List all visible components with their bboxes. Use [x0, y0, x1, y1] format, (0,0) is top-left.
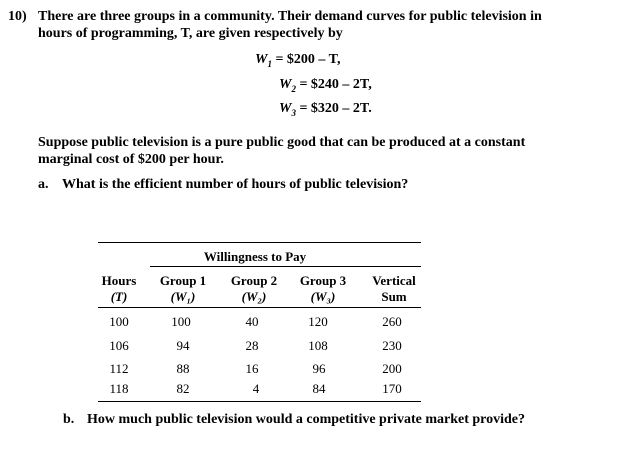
- cell-group1: 88: [176, 361, 190, 376]
- col-header-group3-sub: (W₃): [310, 289, 336, 304]
- cell-hours: 106: [109, 338, 129, 353]
- suppose-line-1: Suppose public television is a pure public good that can be produced at a constant: [38, 135, 526, 150]
- cell-sum: 200: [382, 361, 402, 376]
- col-header-hours-sub: (T): [110, 289, 128, 304]
- question-line-2: hours of programming, T, are given respectively by: [38, 26, 343, 41]
- table-header-bottom-rule: [98, 307, 421, 308]
- equation-1: $W_1$ = $200 – T,: [255, 52, 341, 69]
- cell-sum: 170: [382, 381, 402, 396]
- col-header-group1: Group 1: [159, 273, 207, 288]
- col-header-vertical: Vertical: [372, 273, 416, 288]
- cell-group3: 96: [312, 361, 326, 376]
- question-line-1: There are three groups in a community. Their demand curves for public television in: [38, 9, 542, 24]
- cell-sum: 230: [382, 338, 402, 353]
- equation-2: $W_2$ = $240 – 2T,: [279, 77, 372, 94]
- part-b-text: How much public television would a competitive private market provide?: [87, 412, 525, 427]
- suppose-line-2: marginal cost of $200 per hour.: [38, 152, 224, 167]
- table-super-header: Willingness to Pay: [203, 249, 307, 264]
- cell-group3: 120: [308, 314, 328, 329]
- table-top-rule: [98, 242, 421, 243]
- part-a-label: a.: [38, 177, 49, 192]
- col-header-group1-sub: (W₁): [170, 289, 196, 304]
- part-a-text: What is the efficient number of hours of public television?: [62, 177, 409, 192]
- col-header-group2: Group 2: [230, 273, 278, 288]
- cell-group3: 108: [308, 338, 328, 353]
- cell-group1: 94: [176, 338, 190, 353]
- cell-group2: 28: [245, 338, 259, 353]
- cell-group1: 100: [171, 314, 191, 329]
- cell-group2: 4: [252, 381, 260, 396]
- cell-group2: 16: [245, 361, 259, 376]
- cell-group1: 82: [176, 381, 190, 396]
- cell-hours: 118: [109, 381, 129, 396]
- part-b-label: b.: [63, 412, 75, 427]
- table-header-rule: [150, 266, 421, 267]
- cell-group3: 84: [312, 381, 326, 396]
- cell-sum: 260: [382, 314, 402, 329]
- equation-3: $W_3$ = $320 – 2T.: [279, 101, 372, 118]
- col-header-group3: Group 3: [299, 273, 347, 288]
- table-bottom-rule: [98, 401, 421, 402]
- col-header-vertical-sub: Sum: [381, 289, 407, 304]
- cell-group2: 40: [245, 314, 259, 329]
- col-header-hours: Hours: [101, 273, 137, 288]
- cell-hours: 100: [109, 314, 129, 329]
- question-number: 10): [8, 9, 27, 24]
- col-header-group2-sub: (W₂): [241, 289, 267, 304]
- cell-hours: 112: [109, 361, 129, 376]
